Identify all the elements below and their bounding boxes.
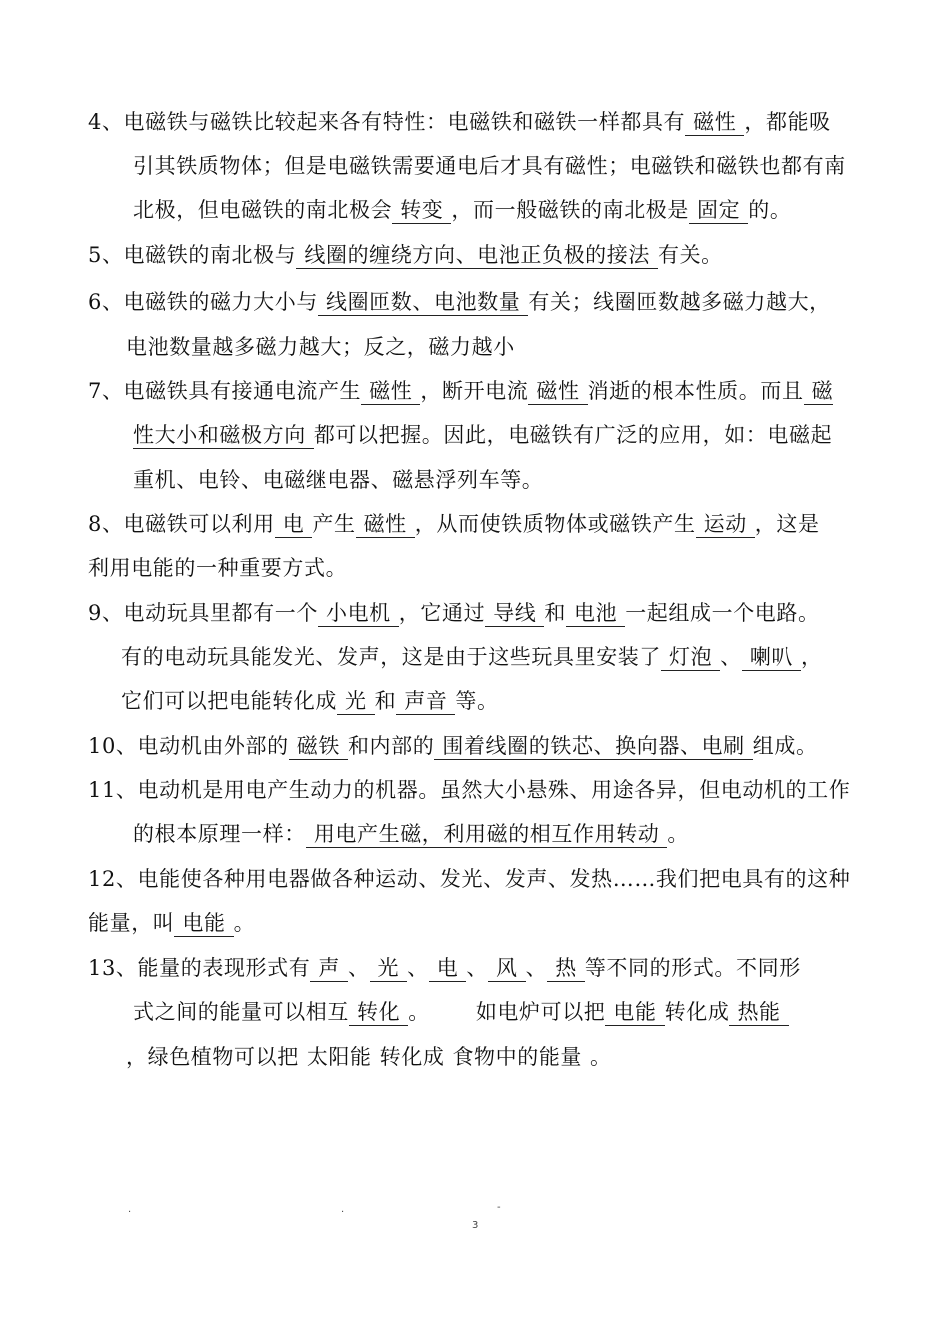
text: ， xyxy=(801,645,823,669)
text: 的根本原理一样： xyxy=(133,822,306,846)
answer-blank: 灯泡 xyxy=(661,645,720,671)
text: 都可以把握。因此，电磁铁有广泛的应用，如：电磁起 xyxy=(313,423,833,447)
text: 、 xyxy=(466,956,488,980)
text: ，而一般磁铁的南北极是 xyxy=(451,198,690,222)
text: 的。 xyxy=(748,198,792,222)
q4-line1 xyxy=(88,109,831,136)
q8-line2 xyxy=(88,555,347,581)
answer-blank: 用电产生磁，利用磁的相互作用转动 xyxy=(306,822,668,848)
answer-blank: 风 xyxy=(488,956,526,982)
answer-blank: 磁性 xyxy=(356,512,415,538)
answer-blank: 声 xyxy=(310,956,348,982)
answer-blank: 线圈匝数、电池数量 xyxy=(318,290,528,316)
text: 有的电动玩具能发光、发声，这是由于这些玩具里安装了 xyxy=(121,645,661,669)
answer-blank: 围着线圈的铁芯、换向器、电刷 xyxy=(434,734,752,760)
text: 能量，叫 xyxy=(88,911,175,935)
text: 12、电能使各种用电器做各种运动、发光、发声、发热……我们把电具有的这种 xyxy=(88,867,851,891)
footer-dot: . xyxy=(128,1204,132,1215)
text: 和 xyxy=(374,689,397,713)
q6-line2 xyxy=(126,334,515,360)
text: 转化成 xyxy=(664,1000,730,1024)
q6-line1 xyxy=(88,289,831,316)
answer-blank: 磁性 xyxy=(685,110,744,136)
answer-blank: 小电机 xyxy=(318,601,399,627)
text: 10、电动机由外部的 xyxy=(88,734,289,758)
q7-line3 xyxy=(133,467,543,493)
q5-line1 xyxy=(88,242,723,269)
answer-blank: 电能 xyxy=(174,911,233,937)
text: 北极，但电磁铁的南北极会 xyxy=(133,198,393,222)
text: 转化成 xyxy=(379,1045,445,1069)
text: ，断开电流 xyxy=(420,379,529,403)
q7-line1 xyxy=(88,378,833,405)
text: 。 xyxy=(408,1000,430,1024)
text: 如电炉可以把 xyxy=(475,1000,606,1024)
text: 。 xyxy=(590,1045,612,1069)
answer-blank: 光 xyxy=(337,689,375,715)
text: 产生 xyxy=(312,512,356,536)
answer-blank: 性大小和磁极方向 xyxy=(133,423,314,449)
text: 9、电动玩具里都有一个 xyxy=(88,601,318,625)
answer-blank: 食物中的能量 xyxy=(452,1045,583,1069)
answer-blank: 太阳能 xyxy=(306,1045,372,1069)
text: 和 xyxy=(544,601,566,625)
answer-blank: 光 xyxy=(370,956,408,982)
answer-blank: 线圈的缠绕方向、电池正负极的接法 xyxy=(296,243,658,269)
text: 、 xyxy=(720,645,742,669)
q10-line1 xyxy=(88,733,818,760)
text: ，它通过 xyxy=(398,601,486,625)
answer-blank: 热能 xyxy=(729,1000,788,1026)
q11-line2 xyxy=(133,821,689,848)
text: 11、电动机是用电产生动力的机器。虽然大小悬殊、用途各异，但电动机的工作 xyxy=(88,778,851,802)
text: 6、电磁铁的磁力大小与 xyxy=(88,290,318,314)
text: 13、能量的表现形式有 xyxy=(88,956,311,980)
q12-line2 xyxy=(88,910,255,937)
text: ，从而使铁质物体或磁铁产生 xyxy=(414,512,696,536)
text: 有关；线圈匝数越多磁力越大， xyxy=(528,290,831,314)
q4-line2 xyxy=(133,153,846,179)
text: ，这是 xyxy=(754,512,820,536)
answer-blank: 固定 xyxy=(689,198,748,224)
text: 和内部的 xyxy=(347,734,435,758)
text: 式之间的能量可以相互 xyxy=(133,1000,349,1024)
text: 组成。 xyxy=(752,734,818,758)
text: 。 xyxy=(233,911,256,935)
text: 重机、电铃、电磁继电器、磁悬浮列车等。 xyxy=(133,468,544,492)
text: 5、电磁铁的南北极与 xyxy=(88,243,297,267)
text: 有关。 xyxy=(657,243,723,267)
text: 8、电磁铁可以利用 xyxy=(88,512,275,536)
text: 、 xyxy=(525,956,548,980)
q7-line2 xyxy=(133,422,832,449)
answer-blank: 磁性 xyxy=(361,379,420,405)
text: 。 xyxy=(667,822,690,846)
text: 7、电磁铁具有接通电流产生 xyxy=(88,379,362,403)
text: ，都能吸 xyxy=(744,110,831,134)
text: 电池数量越多磁力越大；反之，磁力越小 xyxy=(126,335,515,359)
answer-blank: 磁性 xyxy=(528,379,587,405)
footer-dot: - xyxy=(497,1202,501,1213)
q13-line2 xyxy=(133,999,789,1026)
answer-blank: 运动 xyxy=(696,512,755,538)
q12-line1 xyxy=(88,866,850,892)
answer-blank: 转化 xyxy=(349,1000,408,1026)
text: ，绿色植物可以把 xyxy=(126,1045,299,1069)
page-number: 3 xyxy=(472,1220,479,1231)
answer-blank: 喇叭 xyxy=(742,645,801,671)
answer-blank: 电能 xyxy=(605,1000,664,1026)
q9-line3 xyxy=(121,688,499,715)
answer-blank: 电 xyxy=(275,512,313,538)
answer-blank: 热 xyxy=(547,956,585,982)
text: 等。 xyxy=(455,689,499,713)
answer-blank: 电池 xyxy=(566,601,625,627)
q4-line3 xyxy=(133,197,791,224)
answer-blank: 磁铁 xyxy=(289,734,348,760)
answer-blank: 转变 xyxy=(392,198,451,224)
footer-dot: . xyxy=(341,1204,345,1215)
q9-line2 xyxy=(121,644,823,671)
text: 、 xyxy=(347,956,370,980)
q13-line3 xyxy=(126,1044,612,1070)
answer-blank: 导线 xyxy=(485,601,544,627)
q8-line1 xyxy=(88,511,820,538)
text: 一起组成一个电路。 xyxy=(625,601,820,625)
text: 利用电能的一种重要方式。 xyxy=(88,556,348,580)
text: 、 xyxy=(407,956,429,980)
text: 等不同的形式。不同形 xyxy=(584,956,801,980)
answer-blank: 电 xyxy=(429,956,467,982)
answer-blank: 声音 xyxy=(396,689,455,715)
answer-blank: 磁 xyxy=(804,379,834,405)
text: 引其铁质物体；但是电磁铁需要通电后才具有磁性；电磁铁和磁铁也都有南 xyxy=(133,154,846,178)
text: 它们可以把电能转化成 xyxy=(121,689,337,713)
text: 消逝的根本性质。而且 xyxy=(587,379,804,403)
q11-line1 xyxy=(88,777,850,803)
text: 4、电磁铁与磁铁比较起来各有特性：电磁铁和磁铁一样都具有 xyxy=(88,110,686,134)
q9-line1 xyxy=(88,600,820,627)
q13-line1 xyxy=(88,955,801,982)
